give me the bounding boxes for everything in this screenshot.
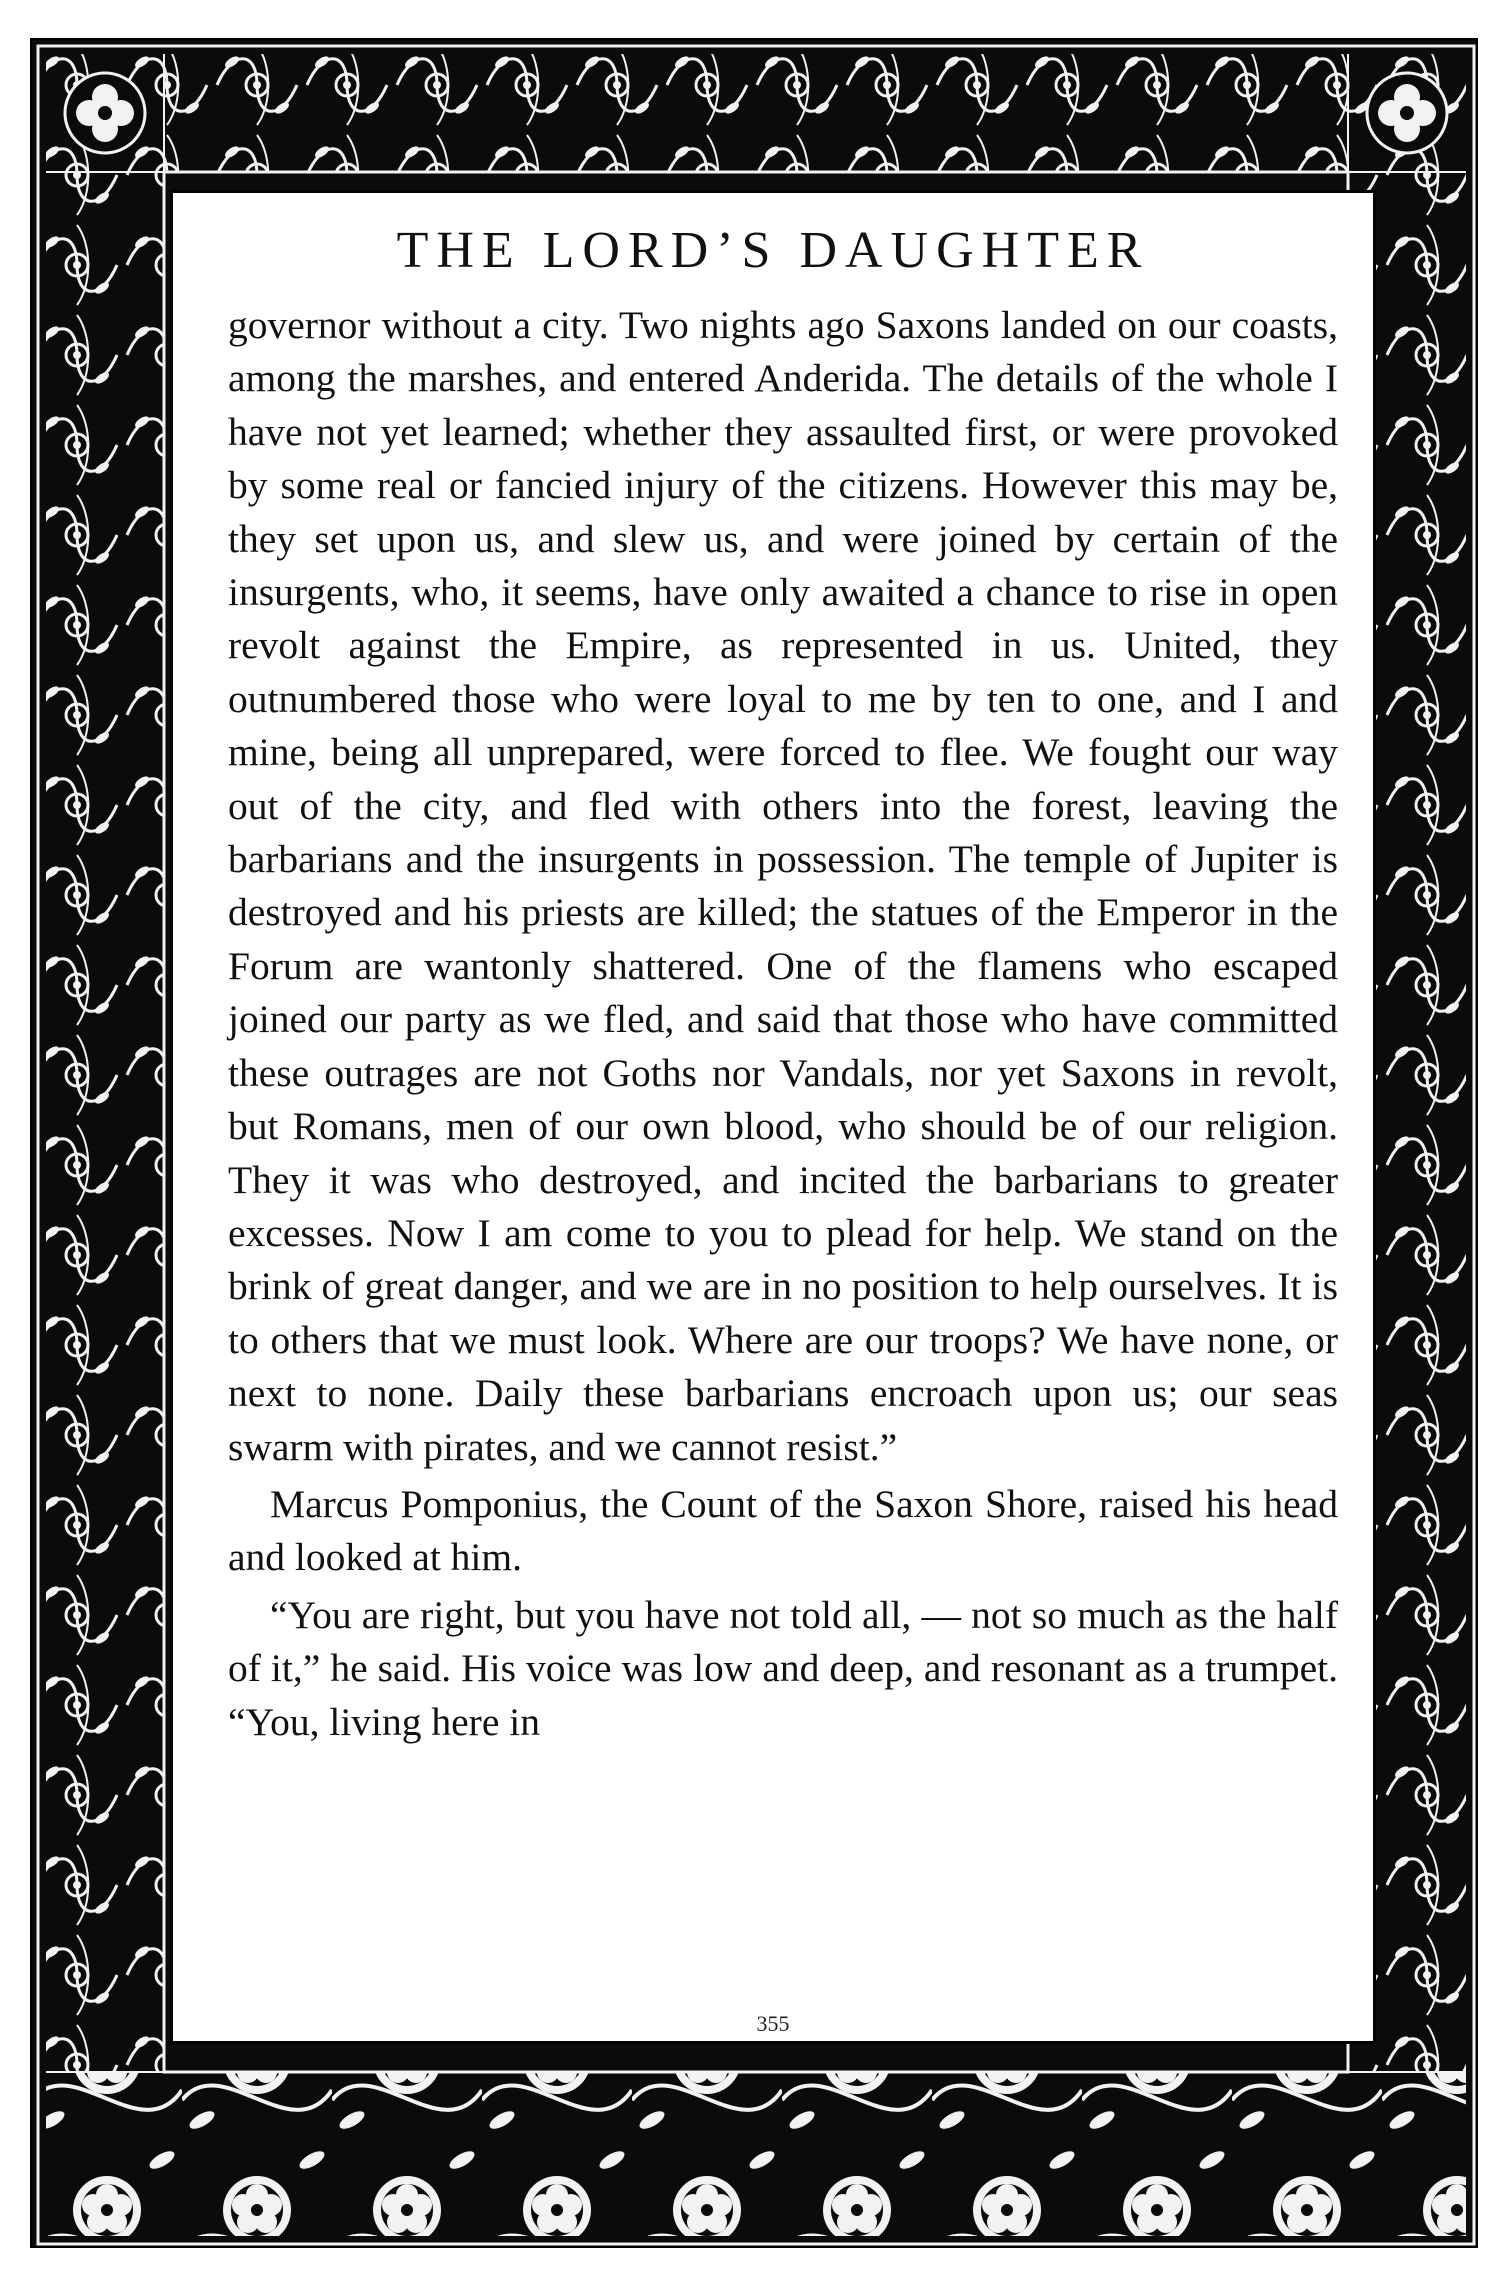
running-title: THE LORD’S DAUGHTER <box>396 222 1150 279</box>
paragraph: “You are right, but you have not told all, — not so much as the half of it,” he said. His voice was low and deep, and resonant as a trumpet. “You, living here in <box>228 1592 1338 1744</box>
corner-rosette-icon <box>65 73 145 153</box>
corner-rosette-icon <box>1367 73 1447 153</box>
paragraph: Marcus Pomponius, the Count of the Saxon Shore, raised his head and looked at him. <box>228 1481 1338 1580</box>
paragraph: governor without a city. Two nights ago Saxons landed on our coasts, among the marshes, and entered Anderida. The details of the whole I have not yet learned; whether they assaulted first, or were provoked by some real or fancied injury of the citizens. However this may be, they set upon us, and slew us, and were joined by certain of the insurgents, who, it seems, have only awaited a chance to rise in open revolt against the Empire, as represented in us. United, they outnumbered those who were loyal to me by ten to one, and I and mine, being all unprepared, were forced to flee. We fought our way out of the city, and fled with others into the forest, leaving the barbarians and the insurgents in possession. The temple of Jupiter is destroyed and his priests are killed; the statues of the Emperor in the Forum are wantonly shattered. One of the flamens who escaped joined our party as we fled, and said that those who have committed these outrages are not Goths nor Vandals, nor yet Saxons in revolt, but Romans, men of our own blood, who should be of our religion. They it was who destroyed, and incited the barbarians to greater excesses. Now I am come to you to plead for help. We stand on the brink of great danger, and we are in no position to help ourselves. It is to others that we must look. Where are our troops? We have none, or next to none. Daily these barbarians encroach upon us; our seas swarm with pirates, and we cannot resist.” <box>228 303 1338 1469</box>
page-number: 355 <box>756 2011 790 2036</box>
text-panel <box>170 190 1376 2044</box>
body-text <box>228 299 1338 1749</box>
